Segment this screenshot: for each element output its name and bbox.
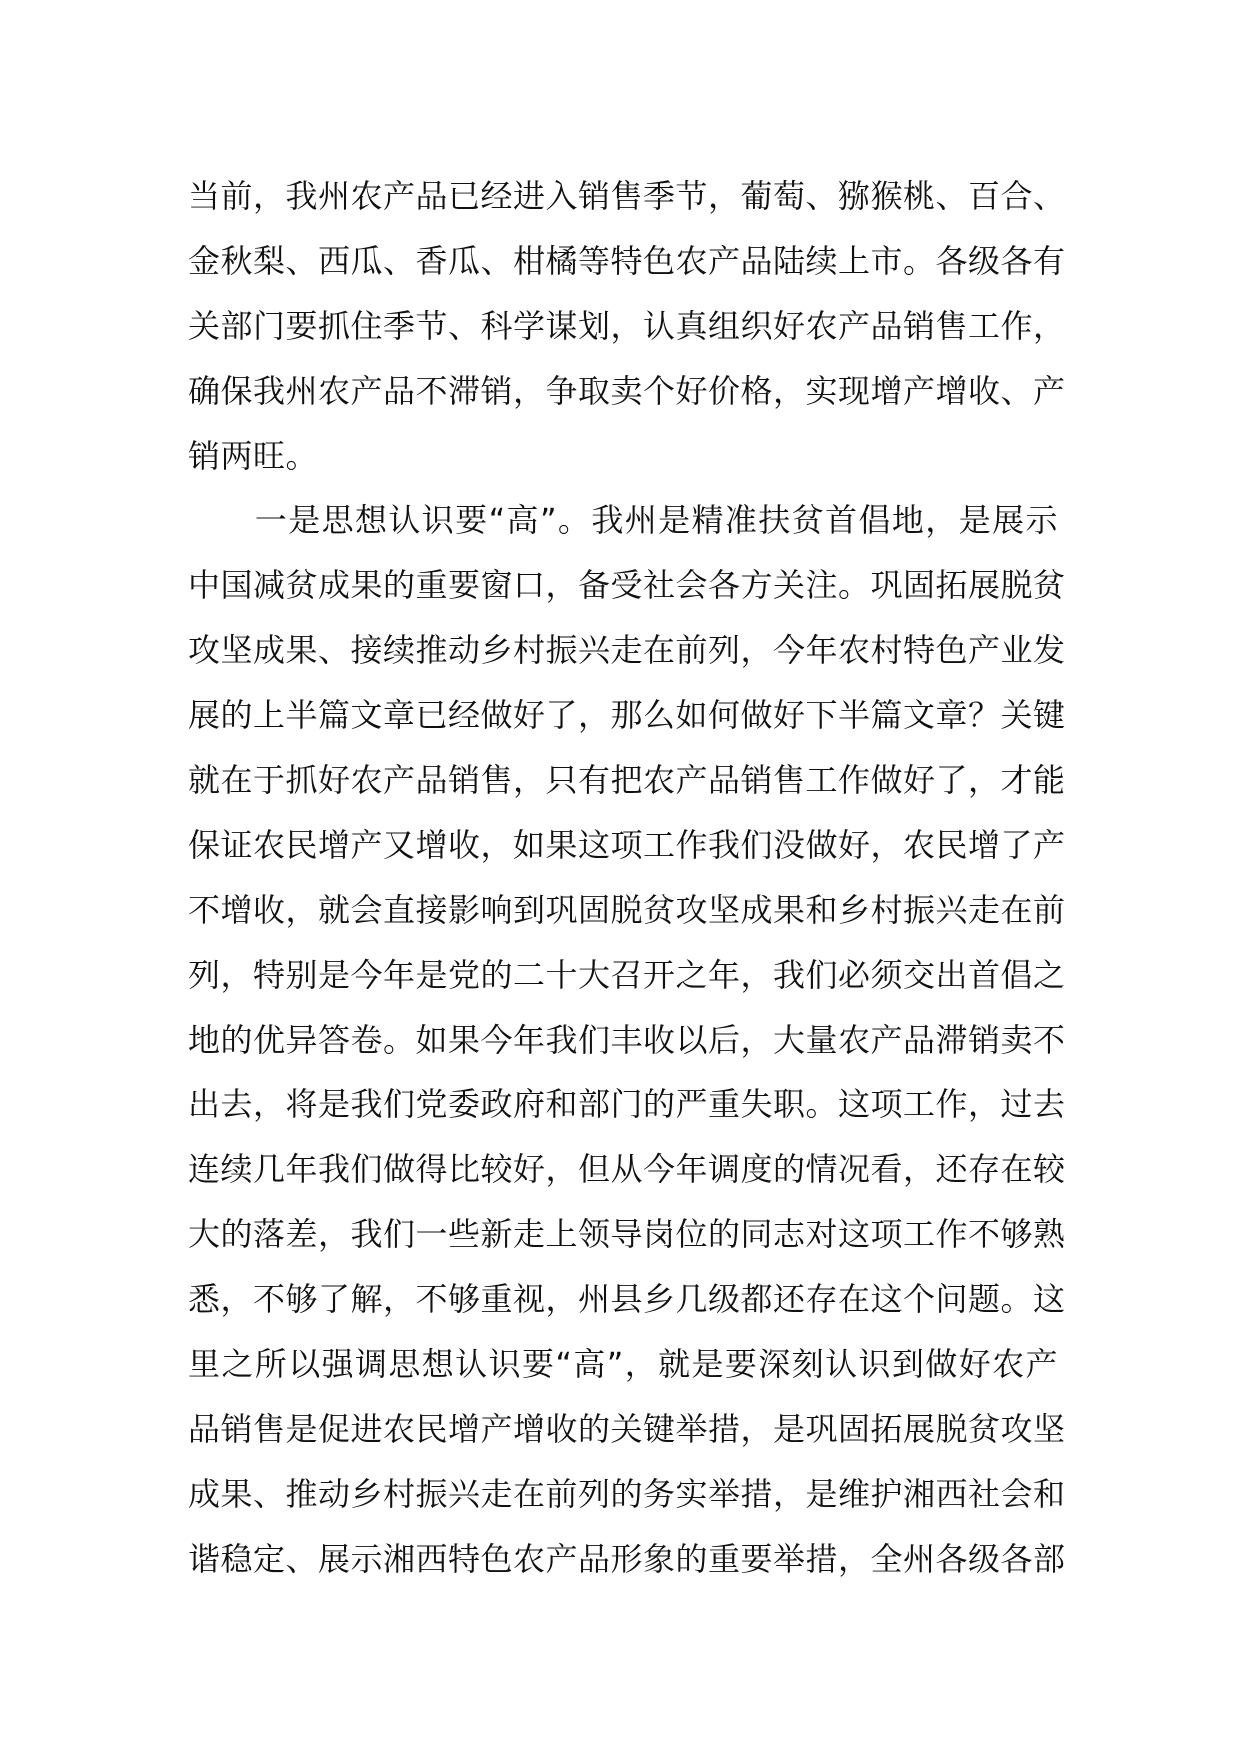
text-line: 列，特别是今年是党的二十大召开之年，我们必须交出首倡之	[188, 955, 1066, 994]
paragraph-1	[188, 164, 1066, 488]
text-line: 谐稳定、展示湘西特色农产品形象的重要举措，全州各级各部	[188, 1539, 1066, 1578]
paragraph-2	[188, 488, 1066, 1591]
text-line: 地的优异答卷。如果今年我们丰收以后，大量农产品滞销卖不	[188, 1020, 1066, 1059]
text-line: 确保我州农产品不滞销，争取卖个好价格，实现增产增收、产	[188, 371, 1066, 410]
text-line: 金秋梨、西瓜、香瓜、柑橘等特色农产品陆续上市。各级各有	[188, 241, 1066, 280]
text-line: 中国减贫成果的重要窗口，备受社会各方关注。巩固拓展脱贫	[188, 566, 1066, 605]
document-body	[188, 164, 1066, 1592]
text-line: 就在于抓好农产品销售，只有把农产品销售工作做好了，才能	[188, 761, 1066, 800]
text-line: 攻坚成果、接续推动乡村振兴走在前列，今年农村特色产业发	[188, 631, 1066, 670]
text-line: 里之所以强调思想认识要“高”，就是要深刻认识到做好农产	[188, 1345, 1058, 1384]
text-line: 悉，不够了解，不够重视，州县乡几级都还存在这个问题。这	[188, 1280, 1066, 1319]
text-line: 大的落差，我们一些新走上领导岗位的同志对这项工作不够熟	[188, 1215, 1066, 1254]
text-line: 不增收，就会直接影响到巩固脱贫攻坚成果和乡村振兴走在前	[188, 890, 1066, 929]
text-line: 保证农民增产又增收，如果这项工作我们没做好，农民增了产	[188, 825, 1066, 864]
text-line: 展的上半篇文章已经做好了，那么如何做好下半篇文章？关键	[188, 696, 1066, 735]
text-line: 当前，我州农产品已经进入销售季节，葡萄、猕猴桃、百合、	[188, 177, 1066, 215]
text-line: 品销售是促进农民增产增收的关键举措，是巩固拓展脱贫攻坚	[188, 1409, 1066, 1448]
text-line: 出去，将是我们党委政府和部门的严重失职。这项工作，过去	[188, 1085, 1066, 1124]
text-line: 关部门要抓住季节、科学谋划，认真组织好农产品销售工作，	[188, 306, 1066, 345]
text-line: 销两旺。	[188, 436, 319, 475]
text-line: 成果、推动乡村振兴走在前列的务实举措，是维护湘西社会和	[188, 1474, 1066, 1513]
text-line: 连续几年我们做得比较好，但从今年调度的情况看，还存在较	[188, 1150, 1066, 1189]
text-line: 一是思想认识要“高”。我州是精准扶贫首倡地，是展示	[188, 501, 1058, 540]
